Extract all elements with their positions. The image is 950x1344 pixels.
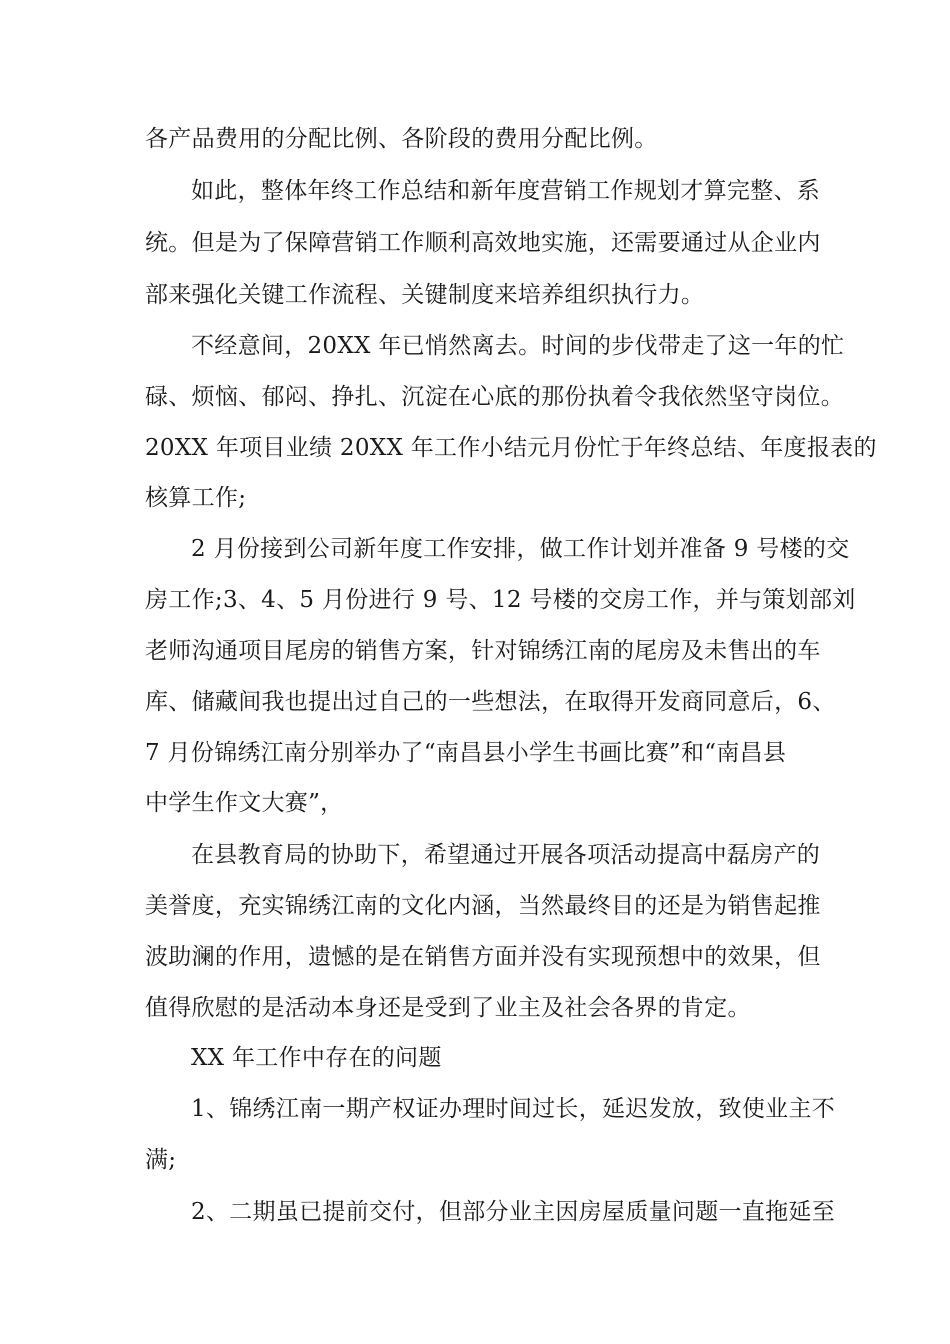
text-line-4: 部来强化关键工作流程、关键制度来培养组织执行力。	[145, 282, 705, 308]
text-line-22: 2、二期虽已提前交付，但部分业主因房屋质量问题一直拖延至	[191, 1199, 836, 1225]
text-line-13: 7 月份锦绣江南分别举办了“南昌县小学生书画比赛”和“南昌县	[145, 740, 787, 766]
text-line-19: XX 年工作中存在的问题	[191, 1045, 442, 1071]
text-line-9: 2 月份接到公司新年度工作安排，做工作计划并准备 9 号楼的交	[191, 536, 850, 562]
text-line-7: 20XX 年项目业绩 20XX 年工作小结元月份忙于年终总结、年度报表的	[145, 435, 877, 461]
text-line-15: 在县教育局的协助下，希望通过开展各项活动提高中磊房产的	[191, 842, 821, 868]
text-line-16: 美誉度，充实锦绣江南的文化内涵，当然最终目的还是为销售起推	[145, 893, 821, 919]
text-line-18: 值得欣慰的是活动本身还是受到了业主及社会各界的肯定。	[145, 995, 751, 1021]
text-line-10: 房工作;3、4、5 月份进行 9 号、12 号楼的交房工作，并与策划部刘	[145, 587, 856, 613]
text-line-8: 核算工作;	[145, 485, 247, 511]
text-line-21: 满;	[145, 1147, 177, 1173]
text-line-11: 老师沟通项目尾房的销售方案，针对锦绣江南的尾房及未售出的车	[145, 638, 821, 664]
text-line-20: 1、锦绣江南一期产权证办理时间过长，延迟发放，致使业主不	[191, 1096, 836, 1122]
text-line-17: 波助澜的作用，遗憾的是在销售方面并没有实现预想中的效果，但	[145, 944, 821, 970]
text-line-5: 不经意间，20XX 年已悄然离去。时间的步伐带走了这一年的忙	[191, 333, 845, 359]
text-line-1: 各产品费用的分配比例、各阶段的费用分配比例。	[145, 126, 658, 152]
text-line-14: 中学生作文大赛”，	[145, 790, 344, 816]
text-line-3: 统。但是为了保障营销工作顺利高效地实施，还需要通过从企业内	[145, 230, 821, 256]
text-line-12: 库、储藏间我也提出过自己的一些想法，在取得开发商同意后，6、	[145, 689, 836, 715]
text-line-2: 如此，整体年终工作总结和新年度营销工作规划才算完整、系	[191, 178, 821, 204]
text-line-6: 碌、烦恼、郁闷、挣扎、沉淀在心底的那份执着令我依然坚守岗位。	[145, 384, 844, 410]
